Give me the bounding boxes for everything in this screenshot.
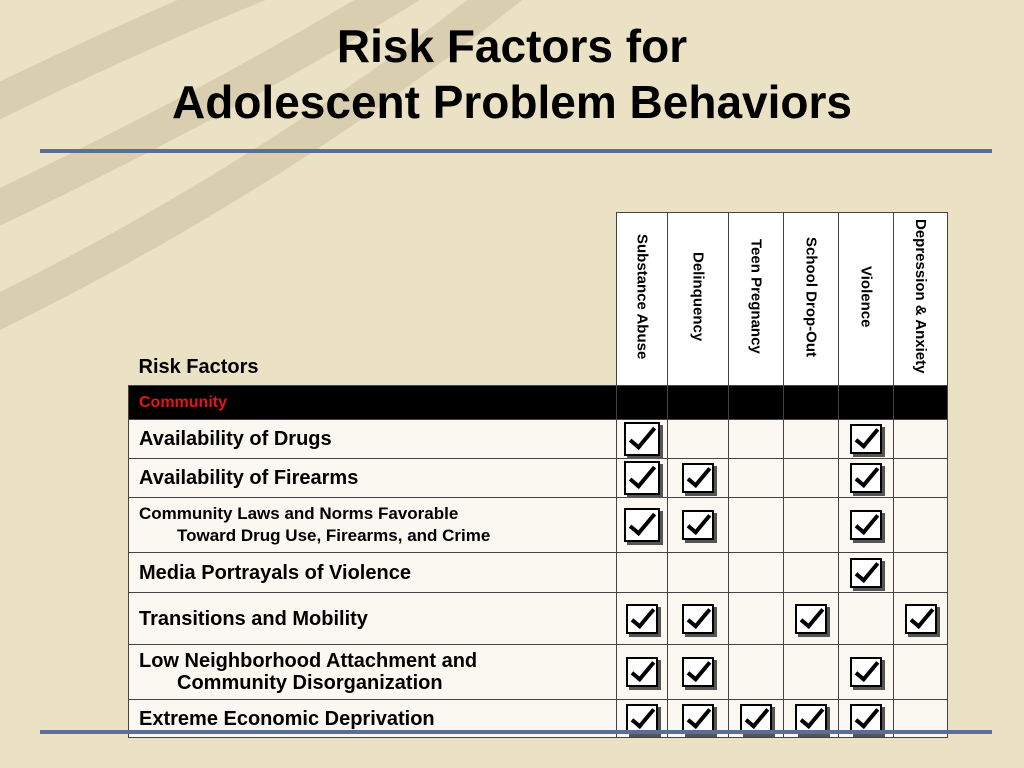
- checkmark-icon: [850, 558, 882, 588]
- checkmark-icon: [850, 510, 882, 540]
- row-label-line-1: Community Laws and Norms Favorable: [139, 504, 459, 523]
- title-divider: [40, 149, 992, 153]
- checkmark-icon: [682, 604, 714, 634]
- checkmark-icon: [850, 463, 882, 493]
- column-header-substance-abuse: Substance Abuse: [617, 213, 668, 386]
- row-label: Availability of Drugs: [129, 420, 617, 459]
- row-label-line-2: Toward Drug Use, Firearms, and Crime: [177, 526, 491, 545]
- checkmark-icon: [624, 461, 660, 495]
- row-label: Availability of Firearms: [129, 459, 617, 498]
- row-label-line-2: Community Disorganization: [177, 672, 443, 694]
- table-row: [129, 420, 948, 459]
- table-row: [129, 498, 948, 553]
- checkmark-icon: [740, 704, 772, 734]
- column-header-violence: Violence: [839, 213, 894, 386]
- checkmark-icon: [624, 508, 660, 542]
- checkmark-icon: [850, 424, 882, 454]
- column-header-depression-anxiety: Depression & Anxiety: [894, 213, 948, 386]
- section-row-community: [129, 386, 948, 420]
- row-label: Transitions and Mobility: [129, 593, 617, 645]
- footer-divider: [40, 730, 992, 734]
- checkmark-icon: [795, 604, 827, 634]
- checkmark-icon: [795, 704, 827, 734]
- column-header-delinquency: Delinquency: [668, 213, 729, 386]
- column-header-school-drop-out: School Drop-Out: [784, 213, 839, 386]
- row-label: Media Portrayals of Violence: [129, 553, 617, 593]
- table-row: [129, 645, 948, 700]
- checkmark-icon: [624, 422, 660, 456]
- checkmark-icon: [850, 704, 882, 734]
- table-row: [129, 553, 948, 593]
- table-row: [129, 593, 948, 645]
- row-label: [129, 645, 617, 700]
- checkmark-icon: [626, 604, 658, 634]
- slide-title: [0, 18, 1024, 130]
- row-label-line-1: Low Neighborhood Attachment and: [139, 650, 478, 672]
- column-header-teen-pregnancy: Teen Pregnancy: [729, 213, 784, 386]
- checkmark-icon: [682, 463, 714, 493]
- risk-factor-table: [128, 212, 948, 738]
- checkmark-icon: [850, 657, 882, 687]
- checkmark-icon: [682, 704, 714, 734]
- table-row: [129, 459, 948, 498]
- row-label: [129, 498, 617, 553]
- checkmark-icon: [626, 657, 658, 687]
- row-label: Extreme Economic Deprivation: [129, 700, 617, 738]
- title-line-1: Risk Factors for: [336, 20, 688, 72]
- risk-factors-header: Risk Factors: [138, 356, 259, 378]
- checkmark-icon: [626, 704, 658, 734]
- title-line-2: Adolescent Problem Behaviors: [172, 76, 852, 128]
- checkmark-icon: [905, 604, 937, 634]
- section-label: Community: [129, 386, 617, 420]
- checkmark-icon: [682, 657, 714, 687]
- checkmark-icon: [682, 510, 714, 540]
